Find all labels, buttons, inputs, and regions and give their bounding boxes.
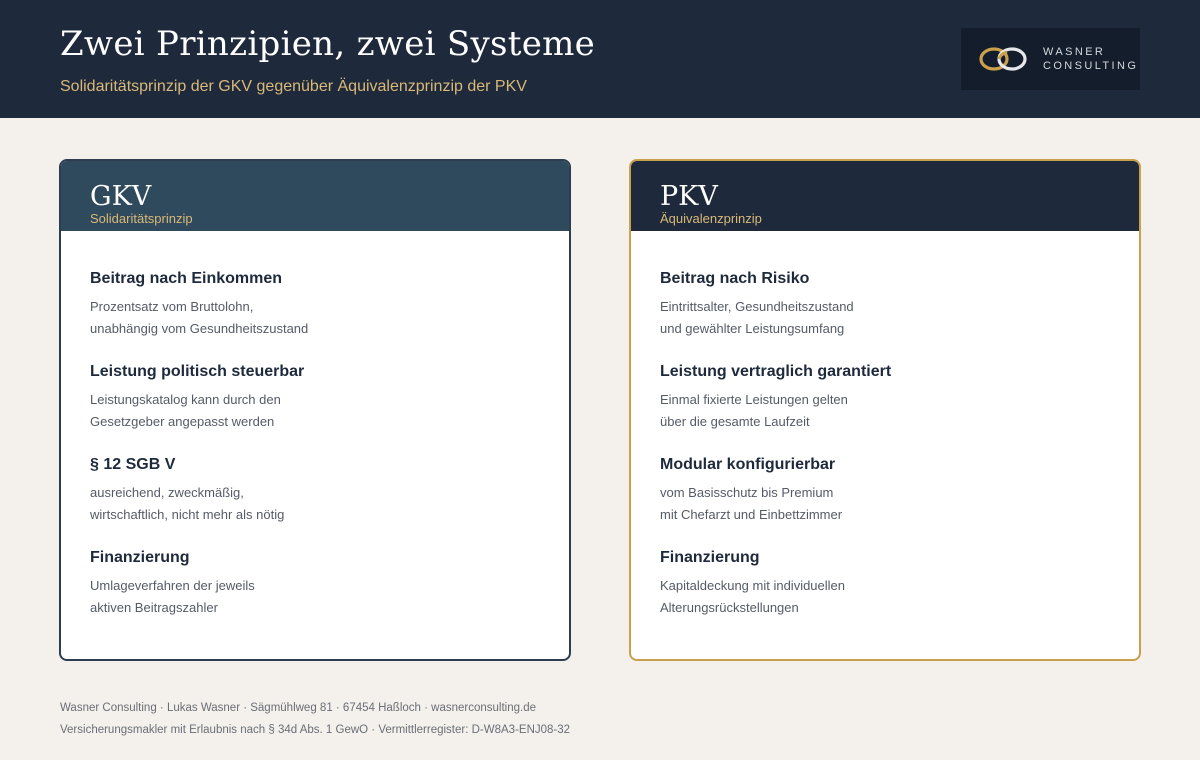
logo-line-1: WASNER [1043, 46, 1106, 58]
page-subtitle: Solidaritätsprinzip der GKV gegenüber Äquivalenzprinzip der PKV [60, 78, 527, 95]
pkv-item-list [660, 269, 1110, 641]
gkv-item-contribution [90, 269, 540, 362]
item-title: § 12 SGB V [90, 456, 176, 473]
item-description-line: und gewählter Leistungsumfang [660, 321, 845, 336]
page-title: Zwei Prinzipien, zwei Systeme [60, 24, 596, 64]
logo-line-2: CONSULTING [1043, 60, 1139, 72]
pkv-item-financing [660, 548, 1110, 641]
item-description-line: wirtschaftlich, nicht mehr als nötig [90, 507, 285, 522]
item-description-line: aktiven Beitragszahler [90, 600, 218, 615]
item-description [90, 296, 540, 340]
item-description [90, 389, 540, 433]
item-description [660, 389, 1110, 433]
item-description [90, 482, 540, 526]
page-footer [60, 697, 570, 741]
pkv-item-contribution [660, 269, 1110, 362]
item-description-line: mit Chefarzt und Einbettzimmer [660, 507, 843, 522]
item-description [660, 482, 1110, 526]
item-description-line: vom Basisschutz bis Premium [660, 485, 834, 500]
item-description [660, 575, 1110, 619]
item-description [660, 296, 1110, 340]
item-title: Beitrag nach Risiko [660, 270, 810, 287]
gkv-card [59, 159, 571, 661]
pkv-card [629, 159, 1141, 661]
item-description-line: ausreichend, zweckmäßig, [90, 485, 244, 500]
pkv-item-benefits [660, 362, 1110, 455]
interlocking-rings-icon [977, 44, 1031, 74]
item-description-line: Leistungskatalog kann durch den [90, 392, 281, 407]
company-logo [961, 28, 1140, 90]
pkv-item-modular [660, 455, 1110, 548]
gkv-item-financing [90, 548, 540, 641]
item-description [90, 575, 540, 619]
item-description-line: Alterungsrückstellungen [660, 600, 799, 615]
gkv-card-subtitle: Solidaritätsprinzip [90, 211, 193, 226]
item-title: Finanzierung [660, 549, 760, 566]
pkv-card-title: PKV [660, 181, 718, 212]
item-description-line: Gesetzgeber angepasst werden [90, 414, 275, 429]
footer-legal: Versicherungsmakler mit Erlaubnis nach § 34d Abs. 1 GewO · Vermittlerregister: D-W8A3-ENJ08-32 [60, 724, 571, 736]
item-description-line: Eintrittsalter, Gesundheitszustand [660, 299, 854, 314]
pkv-card-subtitle: Äquivalenzprinzip [660, 211, 762, 226]
item-title: Leistung vertraglich garantiert [660, 363, 892, 380]
page-header [0, 0, 1200, 118]
footer-address: Wasner Consulting · Lukas Wasner · Sägmühlweg 81 · 67454 Haßloch · wasnerconsulting.de [60, 702, 536, 714]
item-description-line: Einmal fixierte Leistungen gelten [660, 392, 848, 407]
item-title: Beitrag nach Einkommen [90, 270, 283, 287]
item-description-line: über die gesamte Laufzeit [660, 414, 810, 429]
item-description-line: Kapitaldeckung mit individuellen [660, 578, 846, 593]
pkv-card-header [631, 161, 1139, 231]
item-title: Finanzierung [90, 549, 190, 566]
gkv-card-header [61, 161, 569, 231]
gkv-item-sgb [90, 455, 540, 548]
gkv-item-list [90, 269, 540, 641]
item-title: Leistung politisch steuerbar [90, 363, 305, 380]
gkv-item-benefits [90, 362, 540, 455]
item-description-line: unabhängig vom Gesundheitszustand [90, 321, 309, 336]
item-title: Modular konfigurierbar [660, 456, 836, 473]
logo-wordmark [1043, 45, 1138, 73]
gkv-card-title: GKV [90, 181, 152, 212]
item-description-line: Prozentsatz vom Bruttolohn, [90, 299, 254, 314]
item-description-line: Umlageverfahren der jeweils [90, 578, 255, 593]
